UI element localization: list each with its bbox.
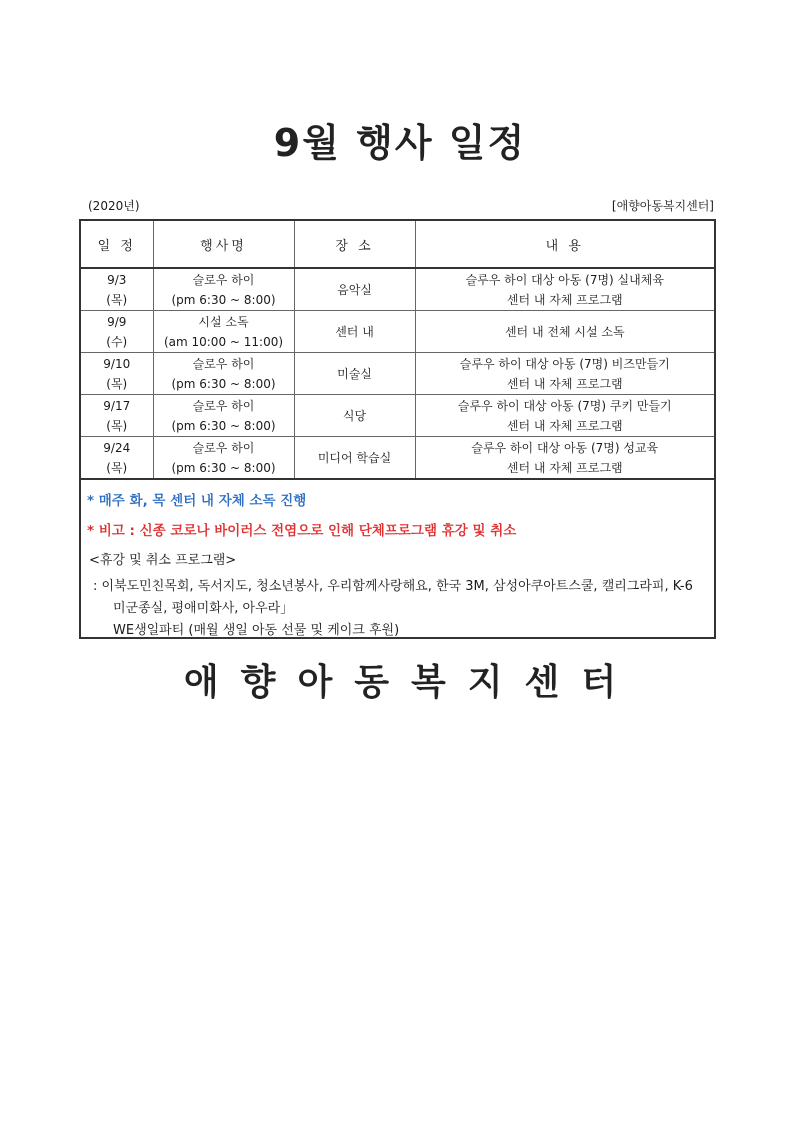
table-row	[81, 437, 714, 480]
content-line: 슬루우 하이 대상 아동 (7명) 실내체육	[465, 272, 664, 287]
header-place: 장 소	[294, 221, 415, 268]
day-text: (목)	[106, 418, 128, 433]
header-date: 일 정	[81, 221, 153, 268]
organization-tag: [애향아동복지센터]	[611, 199, 714, 213]
content-cell	[415, 311, 714, 353]
table-row	[81, 395, 714, 437]
day-text: (수)	[106, 334, 128, 349]
place-cell: 센터 내	[294, 311, 415, 353]
day-text: (목)	[106, 460, 128, 475]
event-cell	[153, 395, 294, 437]
place-cell: 음악실	[294, 268, 415, 311]
event-time: (pm 6:30 ~ 8:00)	[171, 292, 276, 307]
remark-note: * 비고 : 신종 코로나 바이러스 전염으로 인해 단체프로그램 휴강 및 취소	[87, 523, 517, 539]
content-line: 센터 내 자체 프로그램	[506, 460, 623, 475]
date-text: 9/3	[107, 272, 127, 287]
day-text: (목)	[106, 376, 128, 391]
event-cell	[153, 353, 294, 395]
event-name: 슬로우 하이	[192, 398, 255, 413]
footer-organization: 애향아동복지센터	[183, 662, 639, 703]
date-text: 9/24	[103, 440, 131, 455]
place-cell: 식당	[294, 395, 415, 437]
header-content: 내 용	[415, 221, 714, 268]
date-cell	[81, 395, 153, 437]
table-row	[81, 268, 714, 311]
closed-programs-line: WE생일파티 (매월 생일 아동 선물 및 케이크 후원)	[113, 623, 400, 638]
place-cell: 미디어 학습실	[294, 437, 415, 480]
event-time: (pm 6:30 ~ 8:00)	[171, 460, 276, 475]
event-cell	[153, 437, 294, 480]
event-name: 시설 소독	[198, 314, 249, 329]
event-time: (am 10:00 ~ 11:00)	[163, 334, 284, 349]
table-row	[81, 311, 714, 353]
schedule-table	[81, 221, 714, 480]
content-line: 슬루우 하이 대상 아동 (7명) 성교육	[471, 440, 659, 455]
closed-programs-list	[93, 576, 707, 642]
event-name: 슬로우 하이	[192, 440, 255, 455]
content-line: 센터 내 자체 프로그램	[506, 418, 623, 433]
notes-section	[87, 489, 707, 642]
closed-programs-heading: <휴강 및 취소 프로그램>	[89, 553, 237, 568]
place-cell: 미술실	[294, 353, 415, 395]
content-line: 센터 내 전체 시설 소독	[504, 324, 625, 339]
event-time: (pm 6:30 ~ 8:00)	[171, 376, 276, 391]
content-line: 센터 내 자체 프로그램	[506, 292, 623, 307]
date-cell	[81, 353, 153, 395]
date-cell	[81, 437, 153, 480]
content-line: 슬루우 하이 대상 아동 (7명) 비즈만들기	[459, 356, 670, 371]
date-text: 9/10	[103, 356, 131, 371]
date-cell	[81, 311, 153, 353]
disinfection-note: * 매주 화, 목 센터 내 자체 소독 진행	[87, 493, 307, 509]
date-cell	[81, 268, 153, 311]
header-event: 행사명	[153, 221, 294, 268]
content-cell	[415, 268, 714, 311]
table-header-row	[81, 221, 714, 268]
event-time: (pm 6:30 ~ 8:00)	[171, 418, 276, 433]
event-cell	[153, 268, 294, 311]
page-title: 9월 행사 일정	[273, 121, 527, 165]
content-cell	[415, 353, 714, 395]
date-text: 9/9	[107, 314, 127, 329]
content-cell	[415, 395, 714, 437]
event-name: 슬로우 하이	[192, 272, 255, 287]
day-text: (목)	[106, 292, 128, 307]
schedule-frame	[79, 219, 716, 639]
year-label: (2020년)	[88, 199, 140, 213]
event-name: 슬로우 하이	[192, 356, 255, 371]
date-text: 9/17	[103, 398, 131, 413]
closed-programs-line: : 이북도민친목회, 독서지도, 청소년봉사, 우리함께사랑해요, 한국 3M, 삼성아쿠아트스쿨, 캘리그라피, K-6	[93, 579, 693, 594]
table-row	[81, 353, 714, 395]
event-cell	[153, 311, 294, 353]
content-cell	[415, 437, 714, 480]
closed-programs-line: 미군종실, 평애미화사, 아우라」	[113, 601, 294, 616]
content-line: 슬루우 하이 대상 아동 (7명) 쿠키 만들기	[457, 398, 672, 413]
content-line: 센터 내 자체 프로그램	[506, 376, 623, 391]
